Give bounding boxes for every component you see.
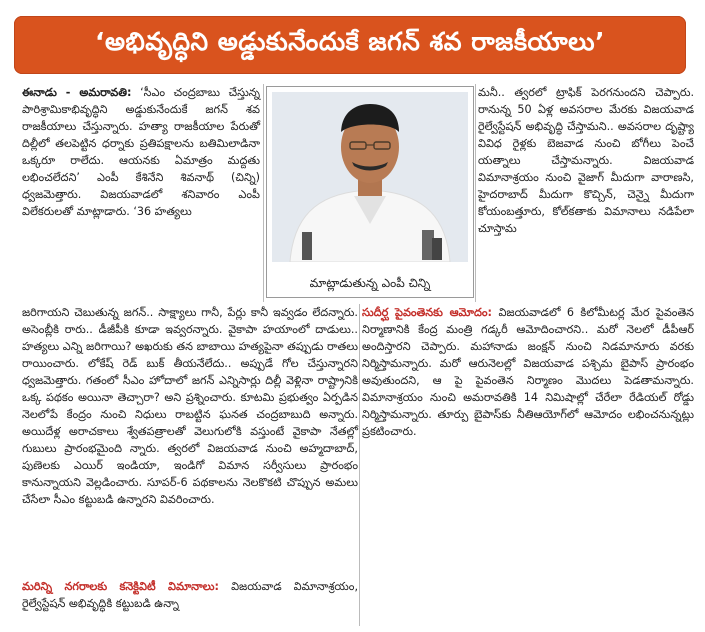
column-left (22, 84, 260, 220)
column-right-top (478, 84, 694, 237)
headline: ‘అభివృద్ధిని అడ్డుకునేందుకే జగన్ శవ రాజకీయాలు’ (14, 16, 686, 74)
mp-photo (272, 92, 468, 262)
column-bottom-left (22, 578, 358, 612)
column-divider-left (263, 84, 264, 302)
column-bottom-right (362, 304, 694, 440)
column-continuation (22, 304, 358, 508)
connectivity-text: విజయవాడ విమానాశ్రయం, రైల్వేస్టేషన్ అభివృద్ధికి కట్టుబడి ఉన్నా (22, 580, 359, 610)
byline: ఈనాడు - అమరావతి: (22, 86, 132, 99)
connectivity-subheading: మరిన్ని నగరాలకు కనెక్టివిటీ విమానాలు: (22, 580, 219, 593)
left-column-text: ‘సీఎం చంద్రబాబు చేస్తున్న పారిశ్రామికాభివృద్ధిని అడ్డుకునేందుకే జగన్ శవ రాజకీయాలు చేస్తున్నారు. హత్యా రాజకీయాల పేరుతో దిల్లీలో తలపెట్టిన ధర్నాకు ప్రతిపక్షాలను బతిమిలాడినా ఒక్కరూ రాలేదు. ఆయనకు ఏమాత్రం మద్దతు లభించలేదని’ ఎంపీ కేశినేని శివనాథ్ (చిన్ని) ధ్వజమెత్తారు. విజయవాడలో శనివారం ఎంపీ విలేకరులతో మాట్లాడారు. ‘36 హత్యలు (22, 86, 260, 218)
portrait-image (272, 92, 468, 262)
top-strip (0, 0, 705, 6)
continuation-text: జరిగాయని చెబుతున్న జగన్.. సాక్ష్యాలు గానీ, పేర్లు కానీ ఇవ్వడం లేదన్నారు. అసెంబ్లీకి రారు.. డీజీపీకి కూడా ఇవ్వరన్నారు. వైకాపా హయాంలో దాడులు.. హత్యలు ఎన్ని జరిగాయి? అఖరుకు తన బాబాయి హత్యపైనా తప్పుడు రాతలు రాయించారు. లోకేష్ రెడ్ బుక్ తీయనేలేదు.. అప్పుడే గోల చేస్తున్నారని ధ్వజమెత్తారు. గతంలో సీఎం హోదాలో జగన్ ఎన్నిసార్లు దిల్లీ వెళ్లినా రాష్ట్రానికి ఒక్క పథకం అయినా తెచ్చారా? అని ప్రశ్నించారు. కూటమి ప్రభుత్వం ఏర్పడిన నెలలోపే కేంద్రం నుంచి నిధులు రాబట్టిన ఘనత చంద్రబాబుది అన్నారు. అయిదేళ్ల అరాచకాలు శ్వేతపత్రాలతో వెలుగులోకి వస్తుంటే వైకాపా నేతల్లో గుబులు ప్రారంభమైంది న్నారు. త్వరలో విజయవాడ నుంచి అహ్మదాబాద్, పుణెలకు ఎయిర్ ఇండియా, ఇండిగో విమాన సర్వీసులు ప్రారంభం కానున్నాయని వెల్లడించారు. సూపర్-6 పథకాలను నెలకొకటి చొప్పున అమలు చేసేలా సీఎం కట్టుబడి ఉన్నారని వివరించారు. (22, 306, 358, 506)
flyover-text: విజయవాడలో 6 కిలోమీటర్ల మేర పైవంతెన నిర్మాణానికి కేంద్ర మంత్రి గడ్కరీ ఆమోదించారని.. మరో నెలలో డీపీఆర్ అందిస్తారని చెప్పారు. మహానాడు జంక్షన్ నుంచి నిడమానూరు వరకు నిర్మిస్తామన్నారు. మరో ఆరునెలల్లో విజయవాడ పశ్చిమ బైపాస్ ప్రారంభం అవుతుందని, ఆ పై పైవంతెన నిర్మాణం మొదలు పెడతామన్నారు. విమానాశ్రయం నుంచి అమరావతికి 14 నిమిషాల్లో చేరేలా రేడియల్ రోడ్డు నిర్మిస్తామన్నారు. తూర్పు బైపాస్‌కు నీతిఆయోగ్‌లో ఆమోదం లభించనున్నట్లు ప్రకటించారు. (362, 306, 695, 438)
column-divider-bottom (359, 304, 360, 626)
column-divider-right (475, 84, 476, 302)
photo-box (266, 86, 474, 298)
flyover-subheading: సుదీర్ఘ పైవంతెనకు ఆమోదం: (362, 306, 493, 319)
photo-caption: మాట్లాడుతున్న ఎంపీ చిన్ని (309, 276, 431, 290)
right-column-text: మనీ.. త్వరలో ట్రాఫిక్ పెరగనుందని చెప్పారు. రానున్న 50 ఏళ్ల అవసరాల మేరకు విజయవాడ రైల్వేస్టేషన్ అభివృద్ధి చేస్తామని.. అవసరాల దృష్ట్యా వివిధ రైళ్లకు బెజవాడ నుంచి బోగీలు పెంచే యత్నాలు చేస్తామన్నారు. విజయవాడ విమానాశ్రయం నుంచి వైజాగ్ మీదుగా వారాణసి, హైదరాబాద్ మీదుగా కొచ్చిన్, చెన్నై మీదుగా కోయంబత్తూరు, కోల్‌కతాకు విమానాలు నడిపేలా చూస్తామ (478, 86, 694, 235)
